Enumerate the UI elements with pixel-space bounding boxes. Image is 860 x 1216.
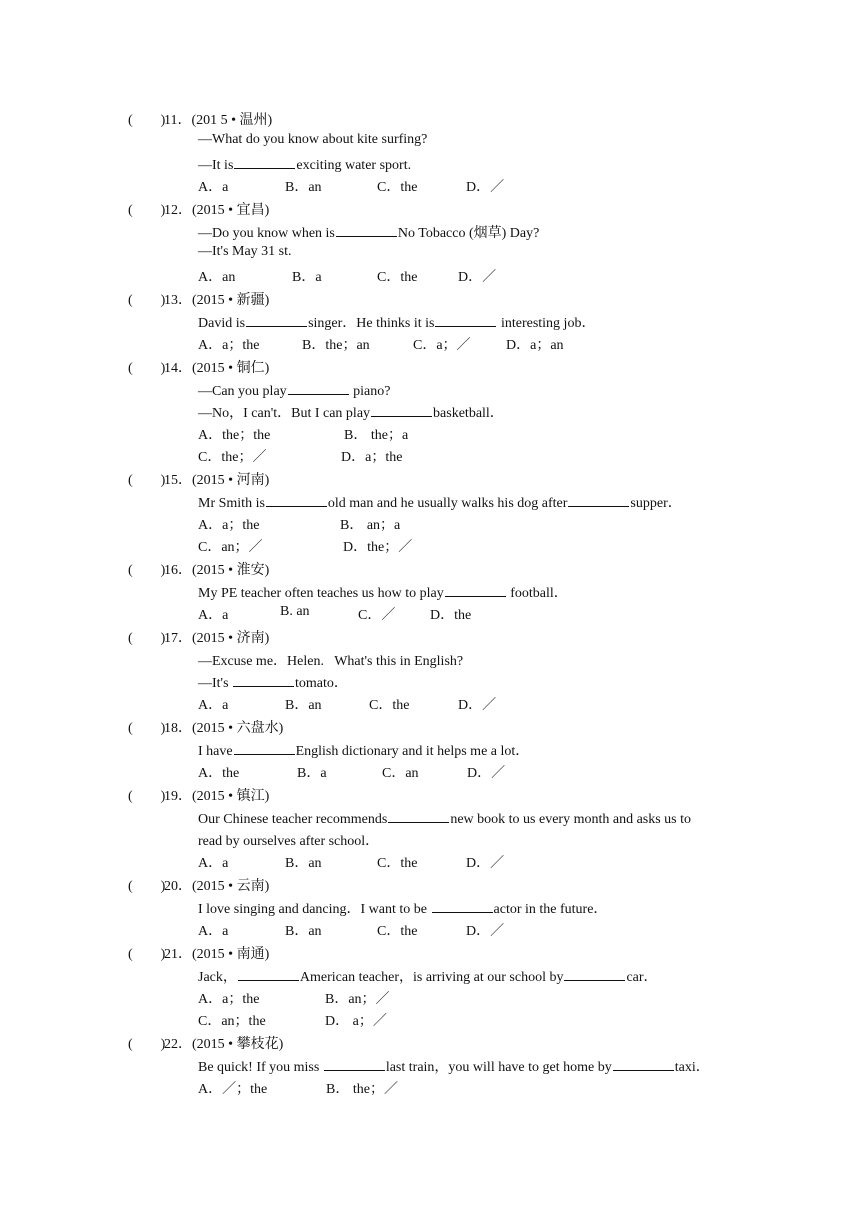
- option-d[interactable]: D．／: [466, 180, 505, 195]
- answer-bracket[interactable]: ( ): [128, 879, 166, 894]
- question-line: —What do you know about kite surfing?: [198, 132, 428, 147]
- question-line: I have English dictionary and it helps me a lot．: [198, 740, 529, 760]
- blank: [613, 1056, 674, 1071]
- blank: [435, 312, 496, 327]
- blank: [233, 672, 294, 687]
- blank: [568, 492, 629, 507]
- option-a[interactable]: A．／；the: [198, 1082, 268, 1097]
- answer-bracket[interactable]: ( ): [128, 293, 166, 308]
- option-a[interactable]: A．a: [198, 608, 229, 623]
- blank: [388, 808, 449, 823]
- option-d[interactable]: D．a；an: [506, 338, 564, 353]
- blank: [246, 312, 307, 327]
- answer-bracket[interactable]: ( ): [128, 631, 166, 646]
- blank: [266, 492, 327, 507]
- option-b[interactable]: B．an: [285, 924, 322, 939]
- option-b[interactable]: B． the；／: [326, 1082, 398, 1097]
- question-header: 21．(2015 • 南通): [164, 947, 270, 962]
- option-d[interactable]: D．／: [466, 924, 505, 939]
- question-header: 16．(2015 • 淮安): [164, 563, 270, 578]
- option-a[interactable]: A．a: [198, 180, 229, 195]
- question-line: —Can you play piano?: [198, 380, 390, 400]
- option-a[interactable]: A．a: [198, 924, 229, 939]
- question-line: My PE teacher often teaches us how to play football．: [198, 582, 568, 602]
- question-line: —Do you know when is No Tobacco (烟草) Day?: [198, 222, 539, 242]
- option-c[interactable]: C．a；／: [413, 338, 471, 353]
- question-line: —It is exciting water sport.: [198, 154, 411, 174]
- option-a[interactable]: A．a: [198, 698, 229, 713]
- option-b[interactable]: B．an: [285, 698, 322, 713]
- option-b[interactable]: B． an；a: [340, 518, 401, 533]
- answer-bracket[interactable]: ( ): [128, 947, 166, 962]
- question-header: 15．(2015 • 河南): [164, 473, 270, 488]
- option-d[interactable]: D．／: [458, 270, 497, 285]
- answer-bracket[interactable]: ( ): [128, 361, 166, 376]
- question-header: 20．(2015 • 云南): [164, 879, 270, 894]
- option-b[interactable]: B．an: [285, 856, 322, 871]
- option-a[interactable]: A．a；the: [198, 338, 260, 353]
- option-c[interactable]: C．the: [377, 180, 418, 195]
- question-line: David is singer．He thinks it is interesting job．: [198, 312, 595, 332]
- question-line: Be quick! If you miss last train，you will have to get home by taxi．: [198, 1056, 710, 1076]
- option-c[interactable]: C．an: [382, 766, 419, 781]
- option-a[interactable]: A．a；the: [198, 518, 260, 533]
- blank: [288, 380, 349, 395]
- option-c[interactable]: C．the: [377, 856, 418, 871]
- answer-bracket[interactable]: ( ): [128, 113, 166, 128]
- answer-bracket[interactable]: ( ): [128, 203, 166, 218]
- option-c[interactable]: C．the: [369, 698, 410, 713]
- question-line: Jack， American teacher，is arriving at our school by car．: [198, 966, 658, 986]
- option-a[interactable]: A．a: [198, 856, 229, 871]
- option-b[interactable]: B．an；／: [325, 992, 390, 1007]
- question-line: read by ourselves after school．: [198, 834, 380, 849]
- option-a[interactable]: A．a；the: [198, 992, 260, 1007]
- option-d[interactable]: D．a；the: [341, 450, 403, 465]
- option-b[interactable]: B. an: [280, 604, 310, 619]
- question-line: —It's May 31 st.: [198, 244, 292, 259]
- option-b[interactable]: B．the；an: [302, 338, 370, 353]
- blank: [238, 966, 299, 981]
- blank: [445, 582, 506, 597]
- option-c[interactable]: C．an；the: [198, 1014, 266, 1029]
- option-d[interactable]: D．the: [430, 608, 472, 623]
- question-header: 17．(2015 • 济南): [164, 631, 270, 646]
- answer-bracket[interactable]: ( ): [128, 473, 166, 488]
- question-header: 11．(201 5 • 温州): [164, 113, 273, 128]
- option-a[interactable]: A．an: [198, 270, 236, 285]
- option-d[interactable]: D．／: [467, 766, 506, 781]
- answer-bracket[interactable]: ( ): [128, 563, 166, 578]
- option-c[interactable]: C．／: [358, 608, 396, 623]
- option-b[interactable]: B．a: [292, 270, 322, 285]
- blank: [564, 966, 625, 981]
- answer-bracket[interactable]: ( ): [128, 789, 166, 804]
- answer-bracket[interactable]: ( ): [128, 721, 166, 736]
- question-line: —No，I can't．But I can play basketball．: [198, 402, 504, 422]
- option-a[interactable]: A．the；the: [198, 428, 271, 443]
- option-c[interactable]: C．an；／: [198, 540, 263, 555]
- option-b[interactable]: B． the；a: [344, 428, 409, 443]
- option-c[interactable]: C．the: [377, 924, 418, 939]
- question-header: 12．(2015 • 宜昌): [164, 203, 270, 218]
- blank: [234, 154, 295, 169]
- option-b[interactable]: B．an: [285, 180, 322, 195]
- question-header: 22．(2015 • 攀枝花): [164, 1037, 284, 1052]
- option-c[interactable]: C．the；／: [198, 450, 267, 465]
- question-line: —Excuse me．Helen. What's this in English?: [198, 654, 464, 669]
- question-line: I love singing and dancing．I want to be actor in the future．: [198, 898, 607, 918]
- option-d[interactable]: D． a；／: [325, 1014, 387, 1029]
- option-a[interactable]: A．the: [198, 766, 240, 781]
- option-d[interactable]: D．the；／: [343, 540, 413, 555]
- question-line: —It's tomato．: [198, 672, 348, 692]
- option-d[interactable]: D．／: [466, 856, 505, 871]
- answer-bracket[interactable]: ( ): [128, 1037, 166, 1052]
- question-line: Our Chinese teacher recommends new book to us every month and asks us to: [198, 808, 691, 828]
- option-c[interactable]: C．the: [377, 270, 418, 285]
- question-header: 14．(2015 • 铜仁): [164, 361, 270, 376]
- option-b[interactable]: B．a: [297, 766, 327, 781]
- blank: [234, 740, 295, 755]
- blank: [324, 1056, 385, 1071]
- question-line: Mr Smith is old man and he usually walks his dog after supper．: [198, 492, 682, 512]
- question-header: 19．(2015 • 镇江): [164, 789, 270, 804]
- blank: [336, 222, 397, 237]
- blank: [432, 898, 493, 913]
- blank: [371, 402, 432, 417]
- question-header: 18．(2015 • 六盘水): [164, 721, 284, 736]
- question-header: 13．(2015 • 新疆): [164, 293, 270, 308]
- option-d[interactable]: D．／: [458, 698, 497, 713]
